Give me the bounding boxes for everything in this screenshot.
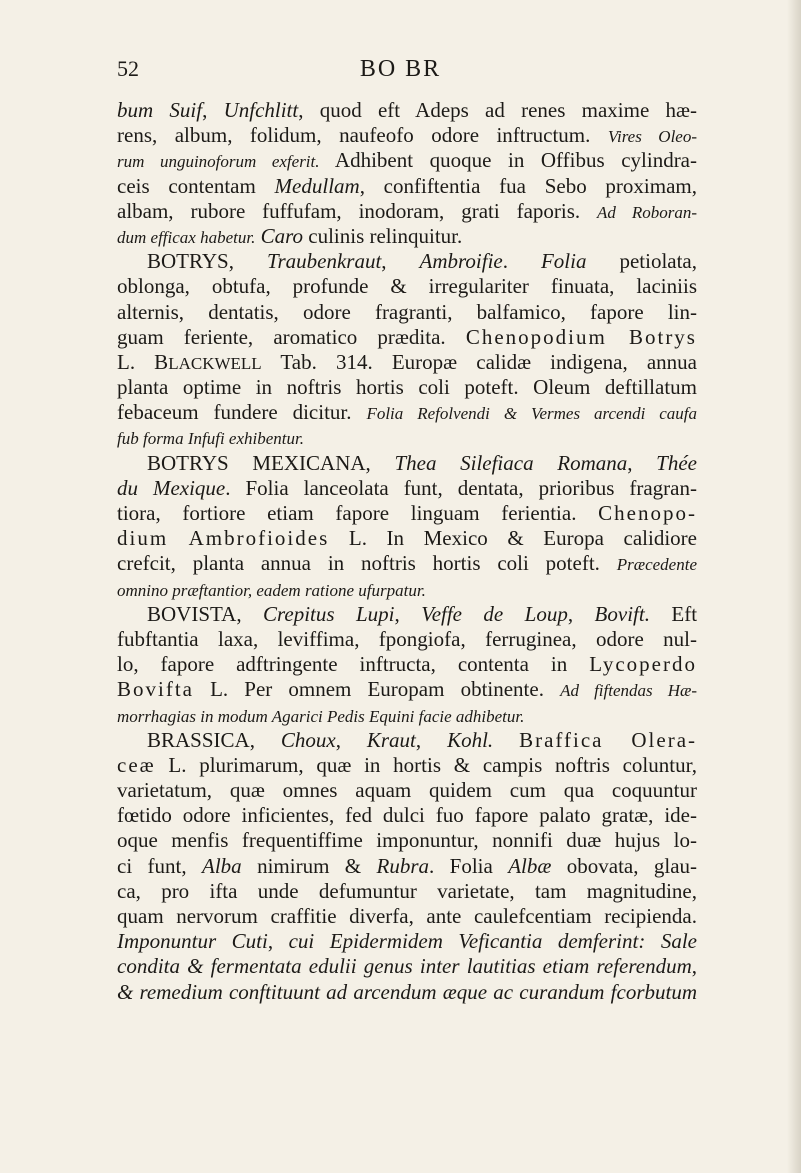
text-line: ci funt, Alba nimirum & Rubra. Folia Albæ obovata, glau- (117, 853, 698, 878)
page-number: 52 (117, 56, 139, 81)
text-line: du Mexique. Folia lanceolata funt, dentata, prioribus fragran- (117, 475, 697, 500)
text-line: dium Ambrofioides L. In Mexico & Europa calidiore (117, 526, 697, 551)
entry-line: BOVISTA, Crepitus Lupi, Veffe de Loup, Bovift. Eft (147, 601, 698, 626)
text-line: crefcit, planta annua in noftris hortis coli poteft. Præcedente (117, 551, 697, 576)
entry-line: BRASSICA, Choux, Kraut, Kohl. Braffica Olera- (147, 727, 698, 752)
text-line: febaceum fundere dicitur. Folia Refolvendi & Vermes arcendi caufa (117, 400, 697, 425)
text-line: albam, rubore fuffufam, inodoram, grati faporis. Ad Roboran- (117, 198, 697, 223)
text-line: ca, pro ifta unde defumuntur varietate, tam magnitudine, (117, 878, 697, 903)
text-line: condita & fermentata edulii genus inter lautitias etiam referendum, (117, 954, 697, 979)
text-line: varietatum, quæ omnes aquam quidem cum qua coquuntur (117, 778, 697, 803)
text-line: L. BLACKWELL Tab. 314. Europæ calidæ indigena, annua (117, 349, 697, 374)
running-head: BO BR (359, 56, 442, 82)
text-line: fœtido odore inficientes, fed dulci fuo fapore palato gratæ, ide- (117, 803, 697, 828)
page-header (0, 56, 801, 96)
text-line: tiora, fortiore etiam fapore linguam ferientia. Chenopo- (117, 501, 697, 525)
text-line: oblonga, obtufa, profunde & irregulariter finuata, laciniis (117, 274, 697, 299)
text-line: bum Suif, Unfchlitt, quod eft Adeps ad renes maxime hæ- (117, 98, 698, 122)
text-line: dum efficax habetur. Caro culinis relinquitur. (117, 223, 463, 248)
text-line: rens, album, folidum, naufeofo odore inftructum. Vires Oleo- (117, 123, 698, 148)
text-line: quam nervorum craffitie diverfa, ante caulefcentiam recipienda. (117, 904, 697, 928)
text-line: ceis contentam Medullam, confiftentia fua Sebo proximam, (117, 173, 697, 198)
text-line: rum unguinoforum exferit. Adhibent quoque in Offibus cylindra- (117, 148, 698, 173)
text-line: oque menfis frequentiffime imponuntur, nonnifi duæ hujus lo- (117, 828, 697, 853)
text-line: morrhagias in modum Agarici Pedis Equini facie adhibetur. (117, 706, 525, 726)
text-line: omnino præftantior, eadem ratione ufurpatur. (117, 580, 426, 600)
text-line: alternis, dentatis, odore fragranti, balfamico, fapore lin- (117, 299, 697, 324)
page-edge-shadow (787, 0, 801, 1173)
body-text (117, 98, 697, 1005)
text-line: Bovifta L. Per omnem Europam obtinente. Ad fiftendas Hæ- (117, 677, 698, 702)
text-line: Imponuntur Cuti, cui Epidermidem Veficantia demferint: Sale (117, 929, 697, 954)
entry-line: BOTRYS MEXICANA, Thea Silefiaca Romana, Thée (147, 450, 697, 475)
text-line: lo, fapore adftringente inftructa, contenta in Lycoperdo (117, 652, 697, 677)
text-line: planta optime in noftris hortis coli poteft. Oleum deftillatum (117, 375, 697, 400)
text-line: & remedium conftituunt ad arcendum æque ac curandum fcorbutum (117, 979, 697, 1004)
entry-line: BOTRYS, Traubenkraut, Ambroifie. Folia petiolata, (147, 249, 697, 274)
text-line: fub forma Infufi exhibentur. (117, 429, 304, 449)
text-line: ceæ L. plurimarum, quæ in hortis & campis noftris coluntur, (117, 752, 697, 777)
text-line: fubftantia laxa, leviffima, fpongiofa, ferruginea, odore nul- (117, 626, 697, 651)
text-line: guam feriente, aromatico prædita. Chenopodium Botrys (117, 324, 697, 349)
